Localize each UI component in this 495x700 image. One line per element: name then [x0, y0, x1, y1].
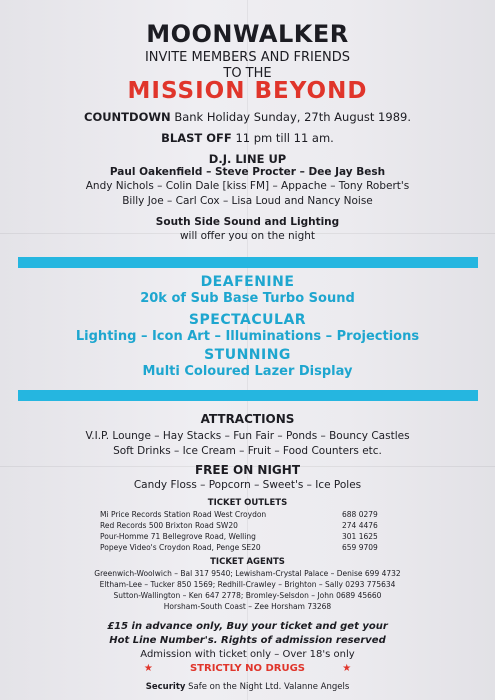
lighting-line: Lighting – Icon Art – Illuminations – Projections [75, 329, 420, 344]
outlet-name: Mi Price Records Station Road West Croydon [100, 510, 267, 519]
stunning-heading: STUNNING [204, 347, 291, 363]
outlet-name: Pour-Homme 71 Bellegrove Road, Welling [100, 532, 256, 541]
dj-line-1: Paul Oakenfield – Steve Procter – Dee Jay Besh [109, 166, 386, 178]
dj-line-2: Andy Nichols – Colin Dale [kiss FM] – Appache – Tony Robert's [85, 180, 410, 192]
advance-line-2: Hot Line Number's. Rights of admission reserved [109, 635, 386, 646]
flyer-title: MOONWALKER [146, 20, 349, 48]
outlets-heading: TICKET OUTLETS [207, 498, 288, 508]
star-icon: ★ [143, 663, 153, 674]
countdown-label: COUNTDOWN [84, 110, 171, 124]
agents-line-3: Sutton-Wallington – Ken 647 2778; Bromley-Selsdon – John 0689 45660 [113, 591, 382, 600]
invite-line: INVITE MEMBERS AND FRIENDS [144, 50, 351, 65]
blast-off-label: BLAST OFF [161, 131, 232, 145]
dj-heading: D.J. LINE UP [208, 152, 287, 166]
attractions-line-1: V.I.P. Lounge – Hay Stacks – Fun Fair – Ponds – Bouncy Castles [85, 430, 410, 442]
admission-line: Admission with ticket only – Over 18's only [140, 649, 355, 660]
security-text: Safe on the Night Ltd. Valanne Angels [188, 682, 350, 692]
blast-off-line [0, 131, 495, 145]
sound-text: will offer you on the night [179, 230, 316, 242]
deafening-heading: DEAFENINE [200, 274, 295, 290]
sound-label: South Side Sound and Lighting [155, 216, 340, 228]
attractions-heading: ATTRACTIONS [200, 412, 295, 426]
attractions-line-2: Soft Drinks – Ice Cream – Fruit – Food Counters etc. [113, 445, 382, 457]
free-line: Candy Floss – Popcorn – Sweet's – Ice Poles [133, 479, 362, 491]
free-heading: FREE ON NIGHT [194, 463, 301, 477]
star-icon: ★ [342, 663, 352, 674]
event-title: MISSION BEYOND [127, 78, 368, 104]
agents-line-1: Greenwich-Woolwich – Bal 317 9540; Lewisham-Crystal Palace – Denise 699 4732 [94, 569, 401, 578]
outlet-name: Popeye Video's Croydon Road, Penge SE20 [100, 543, 261, 552]
to-the-line: TO THE [223, 66, 272, 81]
decorative-band [18, 390, 478, 401]
no-drugs-line [0, 663, 495, 674]
agents-line-2: Eltham-Lee – Tucker 850 1569; Redhill-Crawley – Brighton – Sally 0293 775634 [99, 580, 396, 589]
outlet-phone: 688 0279 [342, 510, 378, 519]
decorative-band [18, 257, 478, 268]
no-drugs-text: STRICTLY NO DRUGS [189, 663, 306, 674]
advance-line-1: £15 in advance only, Buy your ticket and get your [107, 621, 388, 632]
countdown-line [0, 110, 495, 124]
outlet-phone: 301 1625 [342, 532, 378, 541]
security-line [0, 682, 495, 692]
sub-base-line: 20k of Sub Base Turbo Sound [140, 291, 355, 306]
security-label: Security [145, 682, 186, 692]
outlet-name: Red Records 500 Brixton Road SW20 [100, 521, 238, 530]
agents-line-4: Horsham-South Coast – Zee Horsham 73268 [163, 602, 332, 611]
dj-line-3: Billy Joe – Carl Cox – Lisa Loud and Nancy Noise [122, 195, 373, 207]
countdown-date: Bank Holiday Sunday, 27th August 1989. [174, 110, 411, 124]
spectacular-heading: SPECTACULAR [188, 312, 307, 328]
outlet-phone: 274 4476 [342, 521, 378, 530]
blast-off-time: 11 pm till 11 am. [235, 131, 334, 145]
outlet-phone: 659 9709 [342, 543, 378, 552]
lazer-line: Multi Coloured Lazer Display [142, 364, 353, 379]
agents-heading: TICKET AGENTS [210, 557, 285, 567]
